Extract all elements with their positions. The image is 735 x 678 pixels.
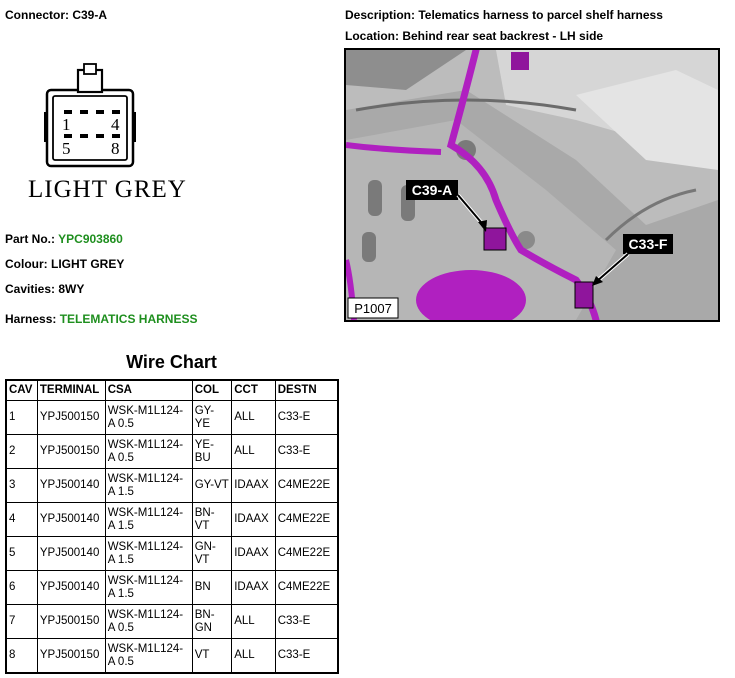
cell-col: GN-VT	[192, 537, 231, 571]
pin-number-4: 4	[111, 115, 120, 134]
table-row	[6, 639, 338, 674]
cell-cct: ALL	[232, 401, 276, 435]
svg-text:P1007: P1007	[354, 301, 392, 316]
wire-chart-header-row	[6, 380, 338, 401]
cell-terminal: YPJ500150	[37, 639, 105, 674]
cell-cav: 2	[6, 435, 37, 469]
cell-cav: 6	[6, 571, 37, 605]
cell-col: VT	[192, 639, 231, 674]
cell-cct: IDAAX	[232, 503, 276, 537]
cell-destn: C4ME22E	[275, 537, 338, 571]
description-label: Description: Telematics harness to parcel shelf harness	[345, 8, 663, 22]
figure-id-box	[348, 298, 398, 318]
cell-cav: 3	[6, 469, 37, 503]
svg-text:C39-A: C39-A	[411, 182, 453, 198]
pin-number-5: 5	[62, 139, 71, 158]
cell-cav: 7	[6, 605, 37, 639]
cell-destn: C4ME22E	[275, 503, 338, 537]
table-row	[6, 605, 338, 639]
harness-label: Harness:	[5, 312, 57, 326]
cell-cct: IDAAX	[232, 537, 276, 571]
cell-col: GY-VT	[192, 469, 231, 503]
cell-destn: C33-E	[275, 435, 338, 469]
pin-number-1: 1	[62, 115, 71, 134]
cell-csa: WSK-M1L124-A 0.5	[105, 401, 192, 435]
cell-terminal: YPJ500150	[37, 401, 105, 435]
cell-col: BN-VT	[192, 503, 231, 537]
location-label: Location: Behind rear seat backrest - LH side	[345, 29, 604, 43]
location-photo-illustration	[346, 50, 718, 320]
cavities-label: Cavities: 8WY	[5, 282, 85, 296]
cell-destn: C33-E	[275, 401, 338, 435]
column-header-cct: CCT	[232, 380, 276, 401]
table-row	[6, 503, 338, 537]
cell-cct: ALL	[232, 639, 276, 674]
cell-cct: IDAAX	[232, 571, 276, 605]
connector-face-diagram	[40, 62, 140, 174]
cell-terminal: YPJ500140	[37, 537, 105, 571]
table-row	[6, 401, 338, 435]
column-header-col: COL	[192, 380, 231, 401]
cell-col: BN-GN	[192, 605, 231, 639]
cell-terminal: YPJ500150	[37, 435, 105, 469]
column-header-csa: CSA	[105, 380, 192, 401]
cell-destn: C4ME22E	[275, 571, 338, 605]
cell-col: GY-YE	[192, 401, 231, 435]
cell-col: YE-BU	[192, 435, 231, 469]
wire-chart-title: Wire Chart	[126, 352, 217, 372]
cell-terminal: YPJ500140	[37, 469, 105, 503]
cell-csa: WSK-M1L124-A 1.5	[105, 537, 192, 571]
part-no-row	[5, 232, 123, 246]
connector-label: Connector: C39-A	[5, 8, 108, 22]
column-header-cav: CAV	[6, 380, 37, 401]
connector-color-caption: LIGHT GREY	[28, 176, 187, 203]
cell-col: BN	[192, 571, 231, 605]
colour-label: Colour: LIGHT GREY	[5, 257, 125, 271]
column-header-destn: DESTN	[275, 380, 338, 401]
location-photo	[344, 48, 720, 322]
cell-cct: ALL	[232, 435, 276, 469]
part-no-value: YPC903860	[58, 232, 123, 246]
cell-cct: ALL	[232, 605, 276, 639]
cell-csa: WSK-M1L124-A 0.5	[105, 639, 192, 674]
cell-destn: C4ME22E	[275, 469, 338, 503]
table-row	[6, 469, 338, 503]
column-header-terminal: TERMINAL	[37, 380, 105, 401]
cell-cct: IDAAX	[232, 469, 276, 503]
cell-destn: C33-E	[275, 605, 338, 639]
wire-chart-table	[5, 379, 339, 674]
svg-text:C33-F: C33-F	[628, 236, 668, 252]
cell-csa: WSK-M1L124-A 0.5	[105, 435, 192, 469]
cell-destn: C33-E	[275, 639, 338, 674]
table-row	[6, 537, 338, 571]
cell-terminal: YPJ500140	[37, 503, 105, 537]
cell-terminal: YPJ500140	[37, 571, 105, 605]
cell-cav: 8	[6, 639, 37, 674]
cell-cav: 5	[6, 537, 37, 571]
harness-value: TELEMATICS HARNESS	[59, 312, 198, 326]
cell-cav: 4	[6, 503, 37, 537]
cell-csa: WSK-M1L124-A 0.5	[105, 605, 192, 639]
part-no-label: Part No.:	[5, 232, 56, 246]
table-row	[6, 571, 338, 605]
cell-cav: 1	[6, 401, 37, 435]
harness-row	[5, 312, 198, 326]
table-row	[6, 435, 338, 469]
cell-csa: WSK-M1L124-A 1.5	[105, 469, 192, 503]
cell-csa: WSK-M1L124-A 1.5	[105, 503, 192, 537]
cell-csa: WSK-M1L124-A 1.5	[105, 571, 192, 605]
pin-number-8: 8	[111, 139, 120, 158]
cell-terminal: YPJ500150	[37, 605, 105, 639]
